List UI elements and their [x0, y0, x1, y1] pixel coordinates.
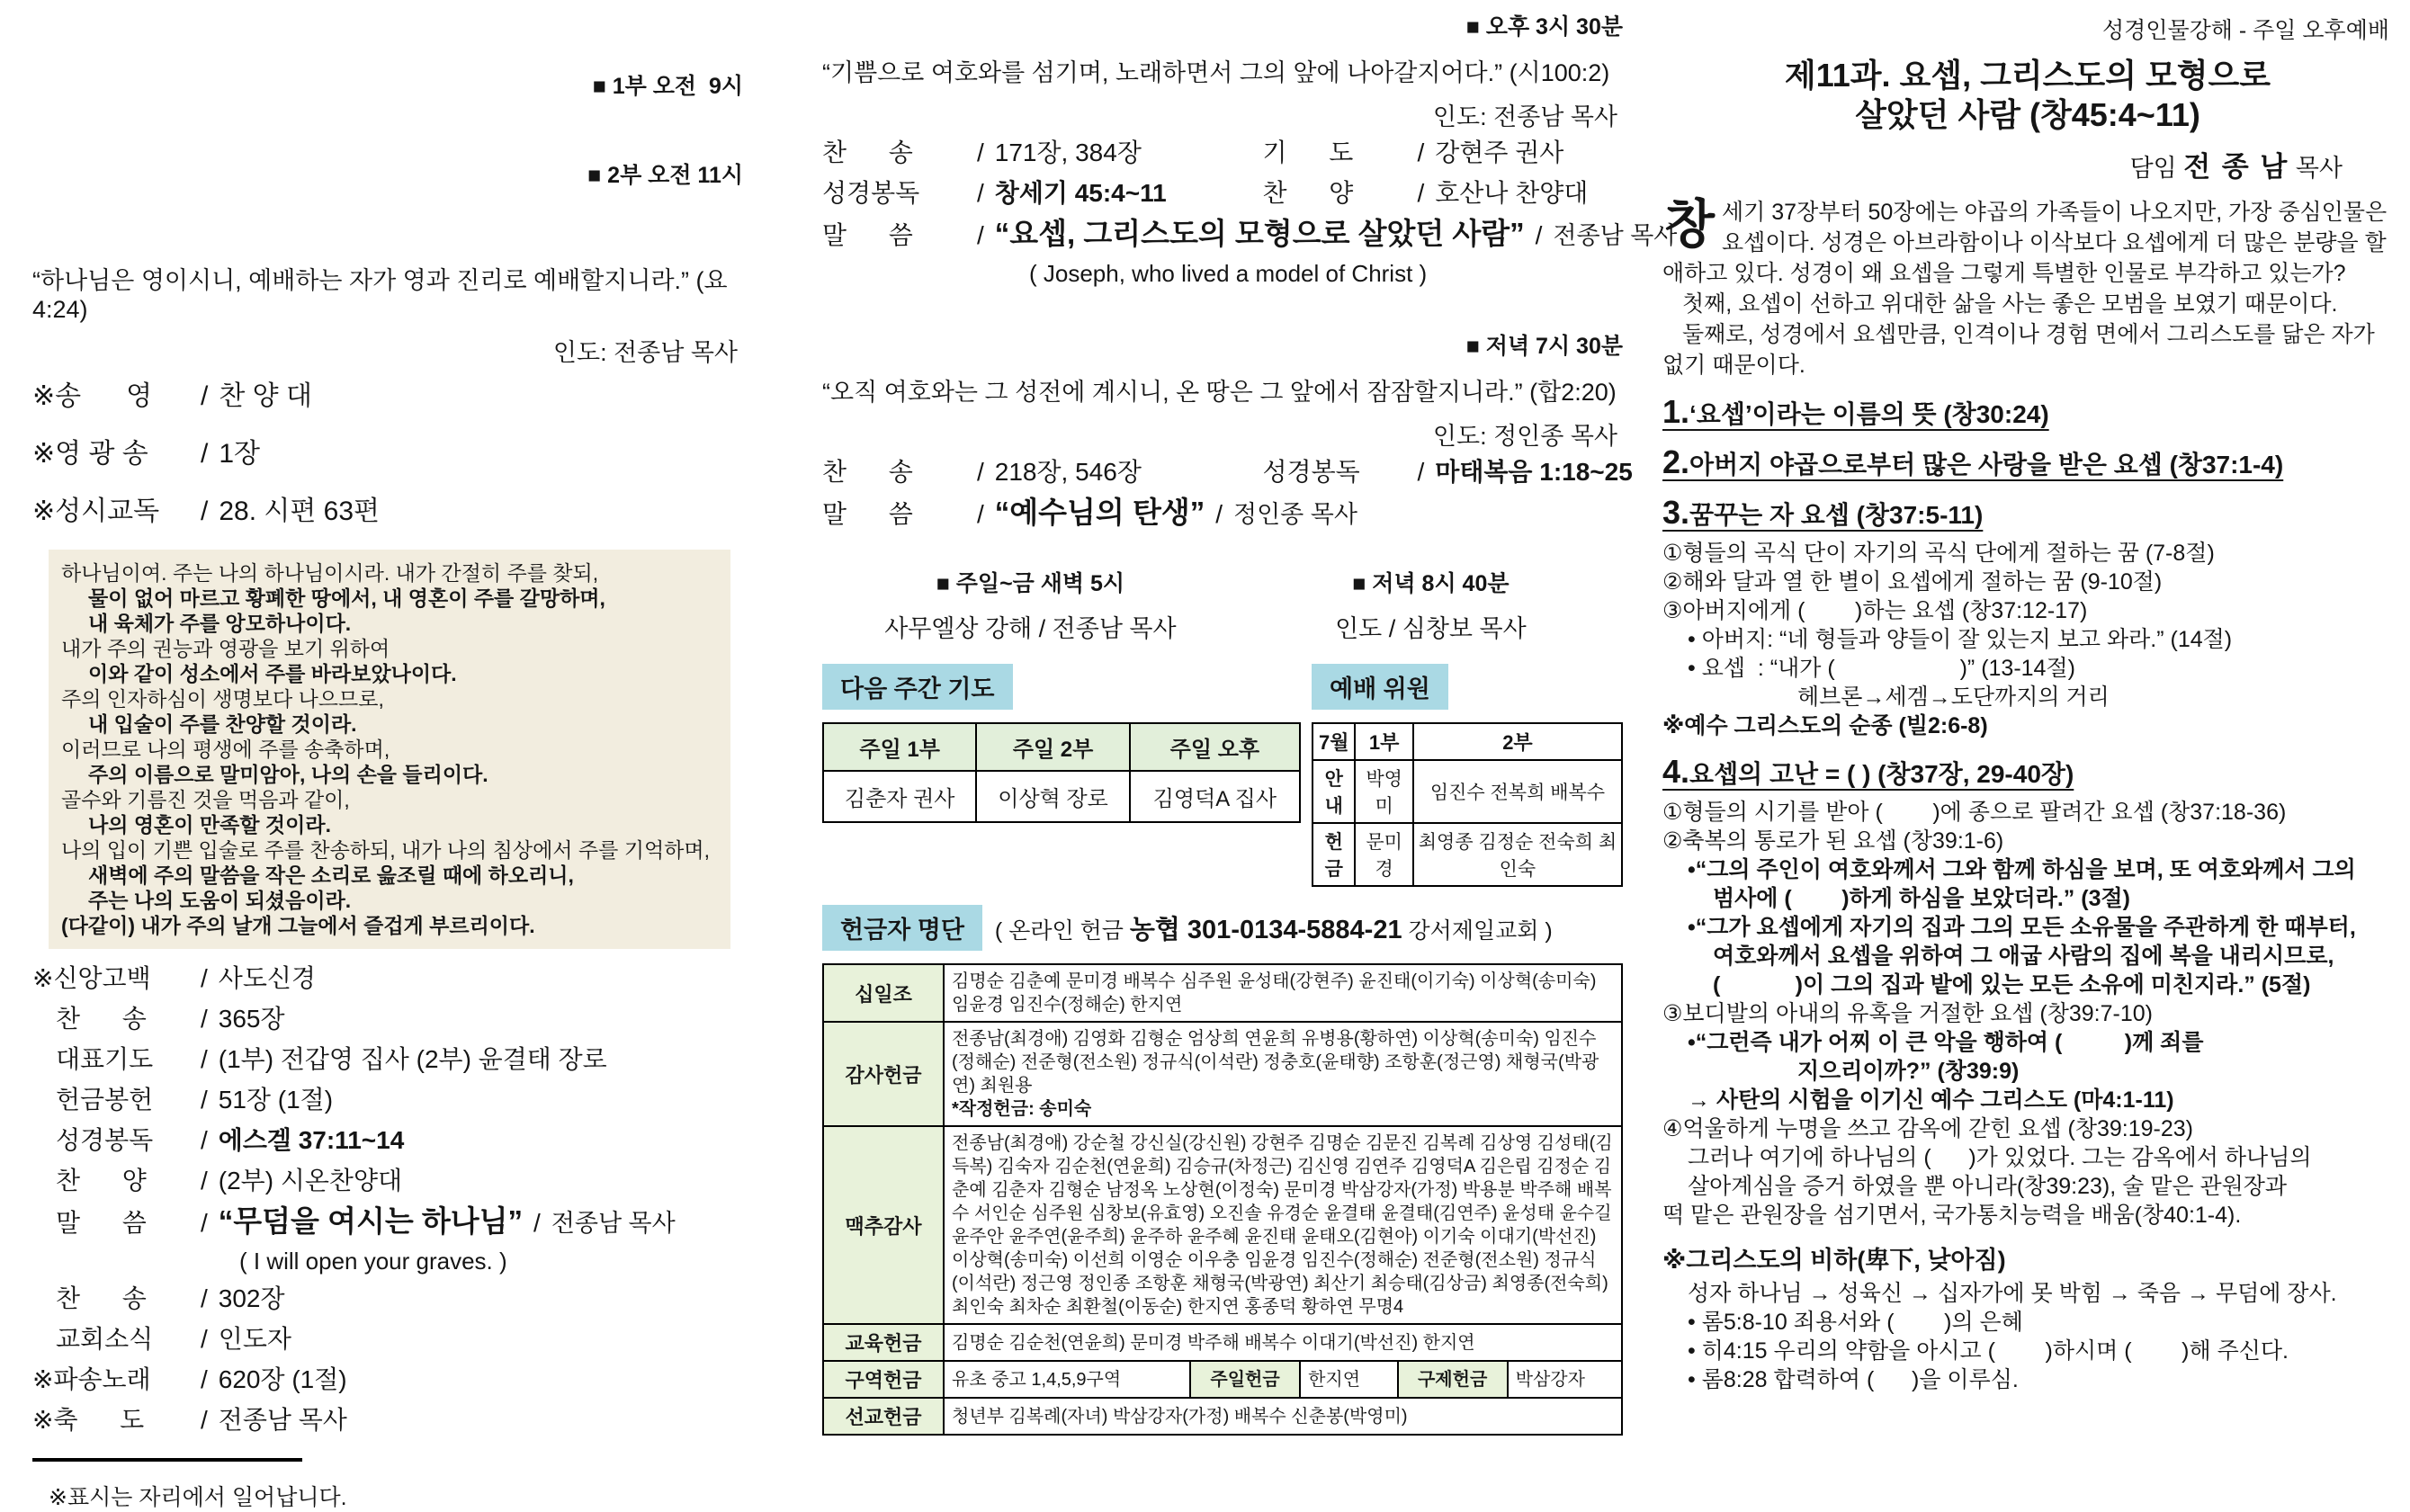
order-label: ※성시교독 [32, 497, 160, 526]
text-line: → 사탄의 시험을 이기신 예수 그리스도 (마4:1-11) [1688, 1087, 2174, 1113]
worship-committee-block [1312, 664, 1623, 887]
separator: / [201, 1365, 208, 1393]
text-line: 떡 맡은 관원장을 섬기면서, 국가통치능력을 배움(창40:1-4). [1662, 1203, 2242, 1228]
sermon-item [32, 1201, 743, 1244]
dawn-line: 사무엘상 강해 / 전종남 목사 [884, 615, 1177, 642]
order-value: 51장 (1절) [218, 1086, 334, 1114]
row-header: 주일헌금 [1190, 1361, 1300, 1398]
text-line: 나의 입이 기쁜 입술로 주를 찬송하되, 내가 나의 침상에서 주를 기억하며, [61, 838, 711, 862]
table-cell: 최영종 김정순 전숙희 최인숙 [1413, 823, 1622, 886]
section-title: 요셉의 고난 = ( ) (창37장, 29-40장) [1689, 760, 2074, 788]
text-line: 그러나 여기에 하나님의 ( )가 있었다. 그는 감옥에서 하나님의 [1688, 1145, 2312, 1170]
table-row [823, 1361, 1622, 1398]
worship-committee-table [1312, 722, 1623, 887]
offering-header [822, 905, 1623, 951]
table-cell: 박삼강자 [1508, 1361, 1622, 1398]
row-header: 십일조 [823, 964, 944, 1022]
humiliation-lines [1662, 1279, 2393, 1394]
separator: / [201, 1406, 208, 1434]
study-section-3 [1662, 494, 2393, 740]
sermon-speaker: 전종남 목사 [1553, 222, 1678, 249]
text-line: ③보디발의 아내의 유혹을 거절한 요셉 (창39:7-10) [1662, 1001, 2153, 1026]
order-value: 302장 [218, 1284, 285, 1312]
order-label: 찬 양 [56, 1167, 147, 1194]
sermon-speaker: 전종남 목사 [551, 1210, 676, 1237]
table-cell: 문미경 [1355, 823, 1412, 886]
next-week-prayer-block [822, 664, 1301, 887]
study-section-2 [1662, 443, 2393, 481]
study-title-line2: 살았던 사람 (창45:4~11) [1855, 96, 2200, 133]
separator: / [977, 179, 984, 207]
section-lines [1662, 539, 2393, 740]
text-line: 살아계심을 증거 하였을 뿐 아니라(창39:23), 술 맡은 관원장과 [1688, 1174, 2288, 1199]
worship-committee-title: 예배 위원 [1312, 664, 1448, 710]
order-value: 620장 (1절) [218, 1365, 347, 1393]
separator: / [533, 1209, 541, 1237]
christ-humiliation-section [1662, 1240, 2393, 1394]
study-section-1 [1662, 393, 2393, 431]
sermon-title-english: ( I will open your graves. ) [239, 1248, 507, 1275]
text-line: 헤브론→세겜→도단까지의 거리 [1797, 684, 2110, 710]
order-item [822, 173, 1263, 213]
separator: / [201, 1086, 208, 1114]
evening-leader: 인도: 정인종 목사 [1432, 423, 1617, 450]
separator: / [201, 439, 209, 469]
separator: / [201, 1005, 208, 1033]
table-cell: 청년부 김복례(자녀) 박삼강자(가정) 배복수 신춘봉(박영미) [944, 1398, 1622, 1435]
order-value: 28. 시편 63편 [219, 497, 381, 526]
table-row [1313, 760, 1622, 823]
order-label: 성경봉독 [1262, 458, 1360, 486]
table-cell: 김명순 김춘예 문미경 배복수 심주원 윤성태(강현주) 윤진태(이기숙) 이상혁(송미숙) 임윤경 임진수(정해순) 한지연 [944, 964, 1622, 1022]
order-label: 말 씀 [56, 1209, 147, 1237]
evening-verse: “오직 여호와는 그 성전에 계시니, 온 땅은 그 앞에서 잠잠할지니라.” (합2:20) [822, 379, 1617, 406]
text-line: 새벽에 주의 말씀을 작은 소리로 읊조릴 때에 하오리니, [88, 863, 574, 887]
order-label: 말 씀 [822, 221, 913, 249]
separator: / [201, 964, 208, 992]
separator: / [977, 139, 984, 166]
row-header: 맥추감사 [823, 1126, 944, 1324]
table-row [823, 723, 1300, 771]
drop-cap: 창 [1664, 195, 1716, 254]
order-value: 171장, 384장 [994, 139, 1142, 166]
text-line: •“그런즉 내가 어찌 이 큰 악을 행하여 ( )께 죄를 [1688, 1030, 2204, 1055]
order-item [32, 1319, 743, 1359]
separator: / [201, 1126, 208, 1154]
table-cell: 한지연 [1300, 1361, 1398, 1398]
study-series-tag: 성경인물강해 - 주일 오후예배 [2102, 18, 2389, 43]
row-header: 선교헌금 [823, 1398, 944, 1435]
text-line: ③아버지에게 ( )하는 요셉 (창37:12-17) [1662, 598, 2088, 623]
section-lines [1662, 798, 2393, 1230]
humiliation-heading: ※그리스도의 비하(卑下, 낮아짐) [1662, 1247, 2006, 1274]
text-line: ①형들의 시기를 받아 ( )에 종으로 팔려간 요셉 (창37:18-36) [1662, 800, 2287, 825]
next-week-prayer-table [822, 722, 1301, 823]
dawn-night-services [822, 566, 1623, 644]
next-week-prayer-title: 다음 주간 기도 [822, 664, 1013, 710]
night-line: 인도 / 심창보 목사 [1335, 615, 1527, 642]
text-line: 범사에 ( )하게 하심을 보았더라.” (3절) [1713, 886, 2130, 911]
separator: / [201, 1209, 208, 1237]
section-number: 2. [1662, 443, 1690, 480]
online-offering-info [995, 918, 1553, 944]
order-label: 성경봉독 [56, 1126, 154, 1154]
separator: / [201, 1325, 208, 1353]
order-item [32, 483, 743, 541]
order-item [32, 1278, 743, 1319]
order-of-worship-bottom [32, 958, 743, 1440]
names: 전종남(최경애) 김영화 김형순 엄상희 연윤희 유병용(황하연) 이상혁(송미숙) 임진수(정해순) 전준형(전소원) 정규식(이석란) 정충호(윤태향) 조항훈(정근영) 채형국(박광연) 최원용 [952, 1029, 1599, 1096]
order-label: 기 도 [1262, 139, 1354, 166]
text-line: ※예수 그리스도의 순종 (빌2:6-8) [1662, 713, 1988, 738]
table-row [823, 1126, 1622, 1324]
order-item [1263, 132, 1624, 173]
sermon-title: “예수님의 탄생” [994, 496, 1205, 529]
text-line: (다같이) 내가 주의 날개 그늘에서 즐겁게 부르리이다. [61, 914, 535, 937]
separator: / [201, 1045, 208, 1073]
separator: / [977, 500, 984, 528]
sermon-title: “무덤을 여시는 하나님” [218, 1204, 524, 1238]
section-number: 4. [1662, 753, 1690, 790]
online-suffix: 강서제일교회 ) [1402, 918, 1553, 944]
text-line: 이와 같이 성소에서 주를 바라보았나이다. [88, 662, 457, 685]
order-label: 말 씀 [822, 500, 913, 528]
pastor-prefix: 담임 [2129, 155, 2184, 182]
order-value: 찬 양 대 [219, 381, 312, 411]
order-item [32, 1039, 743, 1079]
text-line: ④억울하게 누명을 쓰고 감옥에 갇힌 요셉 (창39:19-23) [1662, 1116, 2193, 1141]
evening-service [822, 332, 1633, 535]
responsive-reading-box [49, 550, 730, 949]
weekly-tables [822, 664, 1623, 887]
order-item [32, 998, 743, 1039]
table-cell: 김명순 김순천(연윤희) 문미경 박주해 배복수 이대기(박선진) 한지연 [944, 1324, 1622, 1361]
service-row [822, 132, 1623, 173]
order-value: 에스겔 37:11~14 [218, 1126, 405, 1154]
separator: / [201, 497, 209, 526]
divider [32, 1458, 302, 1462]
section-title: 꿈꾸는 자 요셉 (창37:5-11) [1689, 501, 1984, 529]
order-label: 찬 송 [56, 1005, 147, 1033]
online-prefix: ( 온라인 헌금 [994, 918, 1130, 944]
order-item [32, 368, 743, 425]
section-title: ‘요셉’이라는 이름의 뜻 (창30:24) [1689, 400, 2049, 428]
order-value: 강현주 권사 [1435, 139, 1564, 166]
service-times [32, 13, 743, 250]
row-header: 구역헌금 [823, 1361, 944, 1398]
service-row [822, 452, 1633, 492]
standing-footnote: ※표시는 자리에서 일어납니다. [49, 1485, 347, 1510]
section-heading [1662, 753, 2074, 790]
order-item [32, 1359, 743, 1400]
text-line: •“그의 주인이 여호와께서 그와 함께 하심을 보며, 또 여호와께서 그의 [1688, 857, 2356, 882]
study-title [1662, 56, 2393, 135]
offering-list-title: 헌금자 명단 [822, 905, 982, 951]
section-heading [1662, 443, 2284, 480]
table-cell: 박영미 [1355, 760, 1412, 823]
text-line: 주는 나의 도움이 되셨음이라. [88, 889, 352, 912]
separator: / [1215, 500, 1223, 528]
table-row [1313, 823, 1622, 886]
order-item [1263, 173, 1624, 213]
text-line: ②해와 달과 열 한 별이 요셉에게 절하는 꿈 (9-10절) [1662, 569, 2163, 595]
afternoon-leader: 인도: 전종남 목사 [1432, 103, 1617, 130]
column-header: 주일 2부 [976, 723, 1129, 771]
bank-account: 농협 301-0134-5884-21 [1129, 916, 1402, 944]
order-label: 대표기도 [56, 1045, 154, 1073]
table-cell: 유초 중고 1,4,5,9구역 [944, 1361, 1190, 1398]
offering-table [822, 963, 1623, 1436]
text-line: 주의 인자하심이 생명보다 나으므로, [61, 687, 384, 711]
order-item [822, 452, 1263, 492]
order-item [32, 1120, 743, 1160]
afternoon-time: ■ 오후 3시 30분 [1465, 14, 1623, 40]
text-line: 내 입술이 주를 찬양할 것이라. [88, 712, 357, 736]
text-line: 주의 이름으로 말미암아, 나의 손을 들리이다. [88, 763, 488, 786]
order-value: (1부) 전갑영 집사 (2부) 윤결태 장로 [218, 1045, 607, 1073]
separator: / [977, 221, 984, 249]
pastor-suffix: 목사 [2289, 155, 2343, 182]
section-heading [1662, 494, 1984, 531]
night-service [1239, 566, 1623, 644]
order-label: ※영 광 송 [32, 439, 148, 469]
sermon-item [822, 492, 1623, 535]
order-value: 218장, 546장 [994, 458, 1142, 486]
table-cell: 임진수 전복희 배복수 [1413, 760, 1622, 823]
text-line: 이러므로 나의 평생에 주를 송축하며, [61, 738, 390, 761]
separator: / [1535, 221, 1543, 249]
afternoon-verse: “기쁨으로 여호와를 섬기며, 노래하면서 그의 앞에 나아갈지어다.” (시100:2) [822, 59, 1610, 86]
bible-study-column [1662, 13, 2393, 1394]
order-label: 찬 양 [1262, 179, 1354, 207]
table-cell: 김영덕A 집사 [1130, 771, 1300, 822]
afternoon-column [822, 13, 1678, 1436]
text-line: •“그가 요셉에게 자기의 집과 그의 모든 소유물을 주관하게 한 때부터, [1688, 915, 2356, 940]
order-value: 마태복음 1:18~25 [1435, 458, 1633, 486]
text-line: • 히4:15 우리의 약함을 아시고 ( )하시며 ( )해 주신다. [1688, 1338, 2289, 1364]
separator: / [201, 1284, 208, 1312]
order-label: ※축 도 [32, 1406, 145, 1434]
order-value: 365장 [218, 1005, 285, 1033]
sermon-speaker: 정인종 목사 [1233, 501, 1357, 528]
order-item [32, 1400, 743, 1440]
table-cell [944, 1022, 1622, 1126]
study-title-line1: 제11과. 요셉, 그리스도의 모형으로 [1784, 57, 2271, 94]
text-line: 지으리이까?” (창39:9) [1797, 1059, 2020, 1084]
column-header: 7월 [1313, 723, 1355, 760]
service-time-1: ■ 1부 오전 9시 [592, 74, 743, 99]
order-value: 호산나 찬양대 [1435, 179, 1589, 207]
text-line: 나의 영혼이 만족할 것이라. [88, 813, 331, 837]
evening-time: ■ 저녁 7시 30분 [1465, 334, 1623, 359]
separator: / [977, 458, 984, 486]
order-value: 1장 [219, 439, 261, 469]
text-line: ( )이 그의 집과 밭에 있는 모든 소유에 미친지라.” (5절) [1713, 972, 2311, 998]
row-header: 교육헌금 [823, 1324, 944, 1361]
row-header: 안내 [1313, 760, 1355, 823]
morning-service-column [32, 13, 743, 1512]
study-section-4 [1662, 753, 2393, 1230]
order-label: ※파송노래 [32, 1365, 151, 1393]
text-line: • 요셉 : “내가 ( )” (13-14절) [1688, 656, 2075, 681]
order-item [32, 1079, 743, 1120]
dawn-service [822, 566, 1239, 644]
sermon-title: “요셉, 그리스도의 모형으로 살았던 사람” [994, 217, 1525, 250]
pledge-note: *작정헌금: 송미숙 [952, 1099, 1092, 1119]
table-row [823, 1022, 1622, 1126]
section-number: 3. [1662, 494, 1690, 531]
table-row [823, 1398, 1622, 1435]
section-number: 1. [1662, 393, 1690, 430]
order-label: ※신앙고백 [32, 964, 151, 992]
section-title: 아버지 야곱으로부터 많은 사랑을 받은 요셉 (창37:1-4) [1689, 451, 2284, 479]
table-cell: 이상혁 장로 [976, 771, 1129, 822]
table-cell: 김춘자 권사 [823, 771, 976, 822]
text-line: • 롬5:8-10 죄용서와 ( )의 은혜 [1688, 1310, 2023, 1335]
table-row [823, 964, 1622, 1022]
text-line: • 롬8:28 합력하여 ( )을 이루심. [1688, 1367, 2019, 1392]
column-header: 1부 [1355, 723, 1412, 760]
order-of-worship-top [32, 368, 743, 541]
sermon-item [822, 213, 1678, 256]
order-item [32, 1160, 743, 1201]
text-line: ①형들의 곡식 단이 자기의 곡식 단에게 절하는 꿈 (7-8절) [1662, 541, 2215, 566]
order-label: 찬 송 [56, 1284, 147, 1312]
text-line: ②축복의 통로가 된 요셉 (창39:1-6) [1662, 828, 2004, 854]
section-heading [1662, 393, 2049, 430]
sermon-title-english: ( Joseph, who lived a model of Christ ) [1029, 260, 1428, 287]
order-item [32, 425, 743, 483]
table-row [823, 1324, 1622, 1361]
intro-paragraph: 둘째로, 성경에서 요셉만큼, 인격이나 경험 면에서 그리스도를 닮은 자가 없기 때문이다. [1662, 322, 2381, 378]
row-header: 구제헌금 [1398, 1361, 1508, 1398]
order-label: 교회소식 [56, 1325, 154, 1353]
study-pastor [1662, 144, 2393, 184]
table-row [823, 771, 1300, 822]
service-row [822, 173, 1623, 213]
text-line: 내가 주의 권능과 영광을 보기 위하여 [61, 637, 390, 660]
column-header: 주일 1부 [823, 723, 976, 771]
service-leader: 인도: 전종남 목사 [552, 339, 738, 366]
text-line: 여호와께서 요셉을 위하여 그 애굽 사람의 집에 복을 내리시므로, [1713, 944, 2334, 969]
row-header: 헌금 [1313, 823, 1355, 886]
separator: / [201, 1167, 208, 1194]
text-line: 물이 없어 마르고 황폐한 땅에서, 내 영혼이 주를 갈망하며, [88, 586, 605, 610]
order-label: 성경봉독 [822, 179, 920, 207]
intro-paragraph: 세기 37장부터 50장에는 야곱의 가족들이 나오지만, 가장 중심인물은 요셉이다. 성경은 아브라함이나 이삭보다 요셉에게 더 많은 분량을 할애하고 있다. 성경이 왜 요셉을 그렇게 특별한 인물로 부각하고 있는가? [1662, 200, 2394, 286]
order-label: ※송 영 [32, 381, 153, 411]
text-line: 성자 하나님 → 성육신 → 십자가에 못 박힘 → 죽음 → 무덤에 장사. [1688, 1281, 2337, 1306]
table-cell: 전종남(최경애) 강순철 강신실(강신원) 강현주 김명순 김문진 김복례 김상영 김성태(김득복) 김숙자 김순천(연윤희) 김승규(차정근) 김신영 김연주 김영덕A 김은립 김정순 김춘예 김춘자 김형순 남정옥 노상현(이정숙) 문미경 박삼강자(가정) 박용분 박주해 배복수 서인순 심주원 심창보(유효영) 오진솔 유경순 윤결태 윤결태(김연주) 윤성태 윤수길 윤주안 윤주연(윤주희) 윤주하 윤주혜 윤진태 윤태오(김현아) 이기숙 이대기(박선진) 이상혁(송미숙) 이선희 이영순 이우충 임윤경 임진수(정해순) 전준형(전소원) 정규식(이석란) 정근영 정인종 조항훈 채형국(박광연) 최산기 최승태(김상금) 최영종(전숙희) 최인숙 최차순 최환철(이동순) 한지연 홍종덕 황하연 무명4 [944, 1126, 1622, 1324]
column-header: 주일 오후 [1130, 723, 1300, 771]
order-label: 찬 송 [822, 458, 913, 486]
separator: / [1417, 179, 1425, 207]
order-item [1262, 452, 1633, 492]
order-value: 사도신경 [218, 964, 316, 992]
text-line: 골수와 기름진 것을 먹음과 같이, [61, 788, 350, 811]
order-value: 인도자 [218, 1325, 291, 1353]
service-time-2: ■ 2부 오전 11시 [587, 163, 743, 188]
order-label: 헌금봉헌 [56, 1086, 154, 1114]
order-item [822, 132, 1263, 173]
column-header: 2부 [1413, 723, 1622, 760]
row-header: 감사헌금 [823, 1022, 944, 1126]
order-label: 찬 송 [822, 139, 913, 166]
order-value: 전종남 목사 [218, 1406, 347, 1434]
order-value: 창세기 45:4~11 [994, 179, 1167, 207]
opening-verse: “하나님은 영이시니, 예배하는 자가 영과 진리로 예배할지니라.” (요4:24) [32, 267, 728, 323]
pastor-name: 전 종 남 [2183, 151, 2289, 183]
study-intro [1662, 197, 2393, 380]
order-value: (2부) 시온찬양대 [218, 1167, 403, 1194]
order-item [32, 958, 743, 998]
text-line: • 아버지: “네 형들과 양들이 잘 있는지 보고 와라.” (14절) [1688, 627, 2233, 652]
table-row [1313, 723, 1622, 760]
dawn-time: ■ 주일~금 새벽 5시 [936, 571, 1125, 596]
separator: / [1417, 139, 1425, 166]
separator: / [1417, 458, 1425, 486]
separator: / [201, 381, 209, 411]
text-line: 내 육체가 주를 앙모하나이다. [88, 612, 352, 635]
night-time: ■ 저녁 8시 40분 [1352, 571, 1510, 596]
intro-paragraph: 첫째, 요셉이 선하고 위대한 삶을 사는 좋은 모범을 보였기 때문이다. [1682, 291, 2338, 317]
text-line: 하나님이여. 주는 나의 하나님이시라. 내가 간절히 주를 찾되, [61, 561, 599, 585]
